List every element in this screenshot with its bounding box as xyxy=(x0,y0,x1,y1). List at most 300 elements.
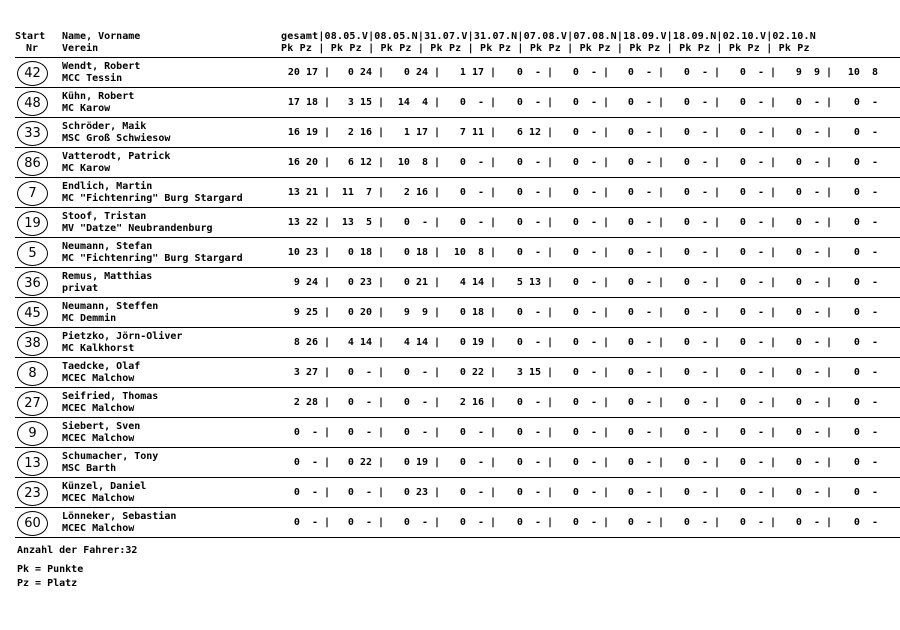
score-race: 2 16 xyxy=(347,127,372,138)
score-race: 0 23 xyxy=(403,487,428,498)
row-divider xyxy=(15,477,900,478)
score-race: 0 - xyxy=(853,307,878,318)
column-separator: | xyxy=(714,247,721,258)
score-race: 0 - xyxy=(683,247,708,258)
column-separator: | xyxy=(603,457,610,468)
column-separator: | xyxy=(658,247,665,258)
rider-name: Kühn, Robert xyxy=(62,91,135,102)
score-race: 3 15 xyxy=(347,97,372,108)
score-race: 0 - xyxy=(572,397,597,408)
score-race: 0 - xyxy=(739,187,764,198)
legend-pz: Pz = Platz xyxy=(17,578,78,589)
score-race: 0 - xyxy=(739,457,764,468)
score-race: 0 - xyxy=(627,127,652,138)
score-race: 0 - xyxy=(853,517,878,528)
score-total: 16 20 xyxy=(287,157,318,168)
row-divider xyxy=(15,417,900,418)
score-race: 0 - xyxy=(739,97,764,108)
rider-name: Seifried, Thomas xyxy=(62,391,159,402)
score-race: 0 - xyxy=(572,247,597,258)
start-number-badge: 60 xyxy=(17,511,48,536)
column-separator: | xyxy=(603,487,610,498)
column-separator: | xyxy=(714,367,721,378)
start-number-badge: 38 xyxy=(17,331,48,356)
score-race: 0 - xyxy=(516,337,541,348)
score-race: 2 16 xyxy=(459,397,484,408)
header-start: Start xyxy=(15,31,46,42)
score-race: 0 - xyxy=(683,427,708,438)
column-separator: | xyxy=(490,307,497,318)
score-total: 9 25 xyxy=(293,307,318,318)
score-race: 0 - xyxy=(516,67,541,78)
row-divider xyxy=(15,327,900,328)
column-separator: | xyxy=(603,367,610,378)
column-separator: | xyxy=(434,277,441,288)
column-separator: | xyxy=(547,517,554,528)
row-divider xyxy=(15,237,900,238)
score-race: 0 - xyxy=(627,157,652,168)
row-divider xyxy=(15,87,900,88)
column-separator: | xyxy=(826,187,833,198)
row-divider xyxy=(15,177,900,178)
column-separator: | xyxy=(434,367,441,378)
column-separator: | xyxy=(770,337,777,348)
column-separator: | xyxy=(324,277,331,288)
column-separator: | xyxy=(378,487,385,498)
score-race: 5 13 xyxy=(516,277,541,288)
score-race: 0 - xyxy=(459,487,484,498)
rider-club: MSC Groß Schwiesow xyxy=(62,133,171,144)
column-separator: | xyxy=(658,157,665,168)
score-race: 0 - xyxy=(853,157,878,168)
start-number-badge: 8 xyxy=(17,361,48,386)
start-number-badge: 45 xyxy=(17,301,48,326)
score-race: 0 - xyxy=(853,397,878,408)
column-separator: | xyxy=(826,487,833,498)
score-total: 13 21 xyxy=(287,187,318,198)
score-race: 0 20 xyxy=(347,307,372,318)
rider-club: MC Demmin xyxy=(62,313,117,324)
rider-club: MC "Fichtenring" Burg Stargard xyxy=(62,253,243,264)
column-separator: | xyxy=(547,217,554,228)
score-race: 0 - xyxy=(516,97,541,108)
column-separator: | xyxy=(770,157,777,168)
score-race: 0 - xyxy=(795,187,820,198)
score-race: 0 - xyxy=(403,367,428,378)
score-race: 0 - xyxy=(572,217,597,228)
score-race: 0 - xyxy=(683,487,708,498)
score-race: 0 - xyxy=(572,97,597,108)
score-race: 0 - xyxy=(627,487,652,498)
rider-club: MCEC Malchow xyxy=(62,403,135,414)
column-separator: | xyxy=(714,67,721,78)
column-separator: | xyxy=(434,127,441,138)
start-number-badge: 13 xyxy=(17,451,48,476)
column-separator: | xyxy=(770,397,777,408)
score-total: 0 - xyxy=(293,427,318,438)
score-race: 0 19 xyxy=(403,457,428,468)
score-race: 0 - xyxy=(683,97,708,108)
score-race: 0 - xyxy=(795,457,820,468)
column-separator: | xyxy=(603,337,610,348)
column-separator: | xyxy=(434,187,441,198)
column-separator: | xyxy=(324,97,331,108)
score-race: 0 - xyxy=(739,277,764,288)
score-race: 0 23 xyxy=(347,277,372,288)
score-race: 0 - xyxy=(683,337,708,348)
score-race: 0 - xyxy=(795,277,820,288)
score-race: 0 - xyxy=(795,517,820,528)
score-race: 0 - xyxy=(795,157,820,168)
score-total: 16 19 xyxy=(287,127,318,138)
score-race: 0 - xyxy=(739,217,764,228)
rider-name: Schröder, Maik xyxy=(62,121,147,132)
score-total: 13 22 xyxy=(287,217,318,228)
column-separator: | xyxy=(324,337,331,348)
column-separator: | xyxy=(826,367,833,378)
column-separator: | xyxy=(434,307,441,318)
rider-name: Remus, Matthias xyxy=(62,271,153,282)
score-race: 1 17 xyxy=(459,67,484,78)
column-separator: | xyxy=(547,457,554,468)
column-separator: | xyxy=(324,397,331,408)
start-number-badge: 42 xyxy=(17,61,48,86)
score-race: 0 - xyxy=(853,427,878,438)
score-race: 0 - xyxy=(853,337,878,348)
score-race: 0 - xyxy=(347,427,372,438)
column-separator: | xyxy=(490,367,497,378)
score-race: 0 - xyxy=(572,277,597,288)
header-name: Name, Vorname xyxy=(62,31,141,42)
score-race: 0 - xyxy=(795,247,820,258)
start-number-badge: 9 xyxy=(17,421,48,446)
score-race: 0 22 xyxy=(459,367,484,378)
score-race: 0 - xyxy=(459,97,484,108)
score-race: 0 - xyxy=(627,397,652,408)
column-separator: | xyxy=(434,337,441,348)
column-separator: | xyxy=(547,487,554,498)
column-separator: | xyxy=(658,517,665,528)
column-separator: | xyxy=(547,337,554,348)
score-race: 0 - xyxy=(459,157,484,168)
column-separator: | xyxy=(770,127,777,138)
header-columns-bottom: Pk Pz | Pk Pz | Pk Pz | Pk Pz | Pk Pz | Pk Pz | Pk Pz | Pk Pz | Pk Pz | Pk Pz | Pk Pz xyxy=(281,43,810,54)
score-race: 4 14 xyxy=(459,277,484,288)
column-separator: | xyxy=(658,67,665,78)
column-separator: | xyxy=(490,337,497,348)
column-separator: | xyxy=(378,187,385,198)
score-race: 0 18 xyxy=(403,247,428,258)
rider-club: MCEC Malchow xyxy=(62,433,135,444)
score-race: 0 - xyxy=(795,127,820,138)
column-separator: | xyxy=(490,67,497,78)
column-separator: | xyxy=(603,517,610,528)
score-race: 0 - xyxy=(683,517,708,528)
column-separator: | xyxy=(603,127,610,138)
score-race: 0 - xyxy=(459,187,484,198)
score-race: 0 - xyxy=(853,457,878,468)
score-race: 0 - xyxy=(739,307,764,318)
legend-pk: Pk = Punkte xyxy=(17,564,84,575)
column-separator: | xyxy=(826,217,833,228)
score-race: 0 - xyxy=(683,157,708,168)
column-separator: | xyxy=(378,217,385,228)
score-race: 9 9 xyxy=(795,67,820,78)
column-separator: | xyxy=(547,247,554,258)
score-race: 0 - xyxy=(853,217,878,228)
header-nr: Nr xyxy=(26,43,39,54)
column-separator: | xyxy=(770,187,777,198)
row-divider xyxy=(15,387,900,388)
column-separator: | xyxy=(826,427,833,438)
score-race: 0 - xyxy=(627,457,652,468)
column-separator: | xyxy=(770,67,777,78)
row-divider xyxy=(15,537,900,538)
column-separator: | xyxy=(378,127,385,138)
column-separator: | xyxy=(714,217,721,228)
score-race: 0 - xyxy=(683,187,708,198)
column-separator: | xyxy=(378,277,385,288)
column-separator: | xyxy=(826,97,833,108)
score-race: 0 - xyxy=(459,427,484,438)
score-race: 0 - xyxy=(572,187,597,198)
score-race: 0 - xyxy=(853,97,878,108)
rider-name: Pietzko, Jörn-Oliver xyxy=(62,331,183,342)
start-number-badge: 48 xyxy=(17,91,48,116)
column-separator: | xyxy=(490,457,497,468)
rider-club: MC "Fichtenring" Burg Stargard xyxy=(62,193,243,204)
score-race: 0 - xyxy=(459,217,484,228)
score-race: 0 - xyxy=(683,397,708,408)
column-separator: | xyxy=(324,187,331,198)
column-separator: | xyxy=(324,517,331,528)
row-divider xyxy=(15,117,900,118)
score-race: 0 - xyxy=(572,127,597,138)
row-divider xyxy=(15,207,900,208)
score-total: 17 18 xyxy=(287,97,318,108)
rider-club: MC Karow xyxy=(62,163,111,174)
column-separator: | xyxy=(378,427,385,438)
header-divider xyxy=(15,57,900,58)
score-race: 0 - xyxy=(459,517,484,528)
score-race: 0 - xyxy=(572,337,597,348)
score-race: 14 4 xyxy=(397,97,428,108)
start-number-badge: 7 xyxy=(17,181,48,206)
column-separator: | xyxy=(714,307,721,318)
score-race: 0 - xyxy=(572,367,597,378)
column-separator: | xyxy=(714,157,721,168)
score-race: 13 5 xyxy=(341,217,372,228)
score-race: 0 22 xyxy=(347,457,372,468)
rider-club: MCEC Malchow xyxy=(62,373,135,384)
column-separator: | xyxy=(603,307,610,318)
start-number-badge: 27 xyxy=(17,391,48,416)
score-race: 0 - xyxy=(683,67,708,78)
column-separator: | xyxy=(324,457,331,468)
score-race: 0 - xyxy=(516,457,541,468)
row-divider xyxy=(15,447,900,448)
score-race: 0 - xyxy=(739,67,764,78)
column-separator: | xyxy=(714,457,721,468)
column-separator: | xyxy=(547,277,554,288)
score-race: 0 - xyxy=(795,427,820,438)
column-separator: | xyxy=(603,247,610,258)
score-race: 0 24 xyxy=(347,67,372,78)
score-race: 0 - xyxy=(795,307,820,318)
column-separator: | xyxy=(324,307,331,318)
score-race: 0 - xyxy=(853,247,878,258)
column-separator: | xyxy=(714,277,721,288)
score-race: 0 - xyxy=(516,397,541,408)
column-separator: | xyxy=(490,187,497,198)
column-separator: | xyxy=(603,157,610,168)
column-separator: | xyxy=(378,397,385,408)
column-separator: | xyxy=(378,97,385,108)
score-race: 1 17 xyxy=(403,127,428,138)
column-separator: | xyxy=(324,157,331,168)
score-race: 0 - xyxy=(627,307,652,318)
score-race: 0 - xyxy=(853,277,878,288)
header-columns-top: gesamt|08.05.V|08.05.N|31.07.V|31.07.N|07.08.V|07.08.N|18.09.V|18.09.N|02.10.V|02.10.N xyxy=(281,31,816,42)
column-separator: | xyxy=(826,517,833,528)
score-race: 0 - xyxy=(795,397,820,408)
score-race: 6 12 xyxy=(347,157,372,168)
score-race: 9 9 xyxy=(403,307,428,318)
score-race: 0 18 xyxy=(459,307,484,318)
rider-club: MCEC Malchow xyxy=(62,523,135,534)
column-separator: | xyxy=(324,67,331,78)
rider-name: Neumann, Stefan xyxy=(62,241,153,252)
score-race: 2 16 xyxy=(403,187,428,198)
column-separator: | xyxy=(547,397,554,408)
column-separator: | xyxy=(826,457,833,468)
score-race: 0 - xyxy=(853,487,878,498)
column-separator: | xyxy=(770,487,777,498)
score-race: 0 - xyxy=(739,127,764,138)
score-race: 0 - xyxy=(683,457,708,468)
score-race: 0 - xyxy=(572,157,597,168)
score-race: 0 24 xyxy=(403,67,428,78)
score-race: 0 - xyxy=(683,367,708,378)
column-separator: | xyxy=(434,67,441,78)
column-separator: | xyxy=(434,157,441,168)
score-race: 0 - xyxy=(627,217,652,228)
rider-name: Künzel, Daniel xyxy=(62,481,147,492)
score-race: 0 - xyxy=(795,97,820,108)
column-separator: | xyxy=(658,127,665,138)
column-separator: | xyxy=(770,367,777,378)
rider-club: MC Karow xyxy=(62,103,111,114)
score-race: 0 - xyxy=(403,397,428,408)
score-race: 0 19 xyxy=(459,337,484,348)
column-separator: | xyxy=(826,277,833,288)
score-race: 0 - xyxy=(516,217,541,228)
column-separator: | xyxy=(378,337,385,348)
score-race: 7 11 xyxy=(459,127,484,138)
row-divider xyxy=(15,267,900,268)
column-separator: | xyxy=(547,157,554,168)
column-separator: | xyxy=(434,457,441,468)
column-separator: | xyxy=(434,487,441,498)
score-total: 0 - xyxy=(293,457,318,468)
column-separator: | xyxy=(714,397,721,408)
column-separator: | xyxy=(434,397,441,408)
column-separator: | xyxy=(826,67,833,78)
score-race: 0 18 xyxy=(347,247,372,258)
score-race: 0 - xyxy=(795,337,820,348)
score-race: 0 - xyxy=(683,127,708,138)
score-race: 0 - xyxy=(403,427,428,438)
column-separator: | xyxy=(658,427,665,438)
score-race: 0 21 xyxy=(403,277,428,288)
column-separator: | xyxy=(658,97,665,108)
column-separator: | xyxy=(378,457,385,468)
rider-name: Schumacher, Tony xyxy=(62,451,159,462)
column-separator: | xyxy=(603,427,610,438)
column-separator: | xyxy=(378,367,385,378)
row-divider xyxy=(15,297,900,298)
column-separator: | xyxy=(324,217,331,228)
column-separator: | xyxy=(490,127,497,138)
rider-club: MCC Tessin xyxy=(62,73,123,84)
score-race: 0 - xyxy=(627,337,652,348)
score-race: 0 - xyxy=(516,157,541,168)
score-race: 0 - xyxy=(347,487,372,498)
score-race: 11 7 xyxy=(341,187,372,198)
column-separator: | xyxy=(658,307,665,318)
column-separator: | xyxy=(658,457,665,468)
score-race: 0 - xyxy=(795,367,820,378)
start-number-badge: 19 xyxy=(17,211,48,236)
column-separator: | xyxy=(378,157,385,168)
column-separator: | xyxy=(658,217,665,228)
score-race: 0 - xyxy=(627,247,652,258)
score-race: 0 - xyxy=(516,487,541,498)
column-separator: | xyxy=(490,97,497,108)
score-race: 4 14 xyxy=(347,337,372,348)
score-race: 0 - xyxy=(795,487,820,498)
column-separator: | xyxy=(770,277,777,288)
score-race: 0 - xyxy=(347,517,372,528)
column-separator: | xyxy=(826,127,833,138)
score-race: 0 - xyxy=(627,367,652,378)
column-separator: | xyxy=(324,367,331,378)
score-race: 0 - xyxy=(403,517,428,528)
column-separator: | xyxy=(770,457,777,468)
score-race: 0 - xyxy=(627,277,652,288)
score-race: 4 14 xyxy=(403,337,428,348)
score-total: 0 - xyxy=(293,517,318,528)
column-separator: | xyxy=(770,97,777,108)
header-verein: Verein xyxy=(62,43,99,54)
score-race: 0 - xyxy=(739,397,764,408)
column-separator: | xyxy=(490,277,497,288)
start-number-badge: 23 xyxy=(17,481,48,506)
column-separator: | xyxy=(770,247,777,258)
rider-name: Wendt, Robert xyxy=(62,61,141,72)
column-separator: | xyxy=(603,187,610,198)
column-separator: | xyxy=(658,187,665,198)
rider-name: Neumann, Steffen xyxy=(62,301,159,312)
column-separator: | xyxy=(324,247,331,258)
rider-name: Vatterodt, Patrick xyxy=(62,151,171,162)
score-race: 0 - xyxy=(795,217,820,228)
rider-name: Stoof, Tristan xyxy=(62,211,147,222)
column-separator: | xyxy=(434,427,441,438)
column-separator: | xyxy=(658,277,665,288)
score-race: 0 - xyxy=(572,427,597,438)
column-separator: | xyxy=(547,97,554,108)
